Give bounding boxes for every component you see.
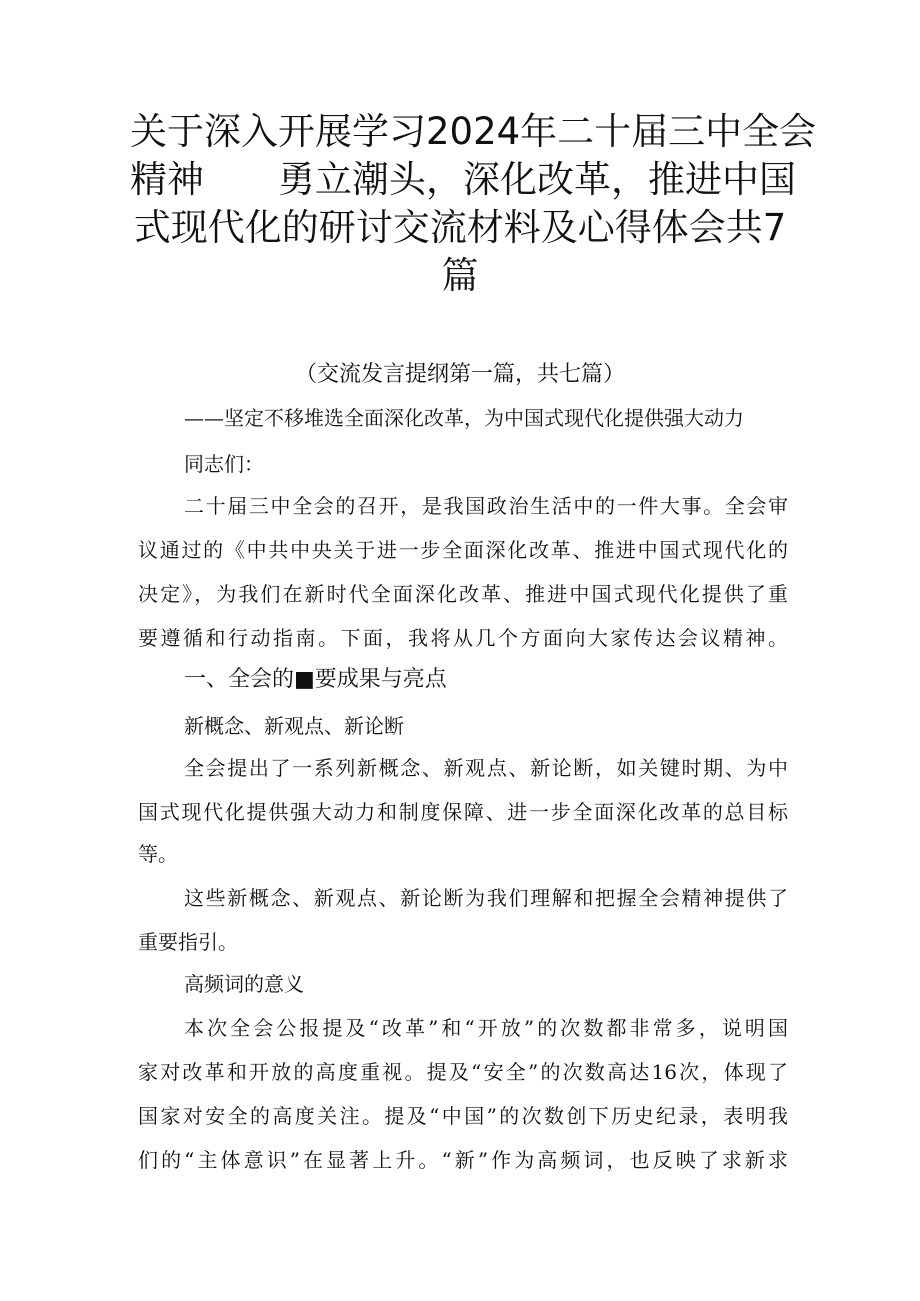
document-title <box>130 108 817 300</box>
paragraph-line: 家对改革和开放的高度重视。提及“安全”的次数高达16次，体现了 <box>138 1060 788 1084</box>
paragraph-line: 国式现代化提供强大动力和制度保障、进一步全面深化改革的总目标 <box>138 800 788 824</box>
paragraph-line: 等。 <box>138 842 178 866</box>
title-line: 关于深入开展学习2024年二十届三中全会 <box>130 110 817 153</box>
slogan-line: ——坚定不移堆选全面深化改革，为中国式现代化提供强大动力 <box>184 406 744 430</box>
title-line: 精神 勇立潮头，深化改革，推进中国 <box>130 158 796 201</box>
paragraph-line: 重要指引。 <box>138 930 238 954</box>
salutation: 同志们： <box>184 452 264 476</box>
paragraph-line: 这些新概念、新观点、新论断为我们理解和把握全会精神提供了 <box>184 886 788 910</box>
section-heading: 一、全会的■要成果与亮点 <box>184 667 447 692</box>
title-line: 式现代化的研讨交流材料及心得体会共7 <box>133 206 787 249</box>
paragraph-line: 本次全会公报提及“改革”和“开放”的次数都非常多，说明国 <box>184 1016 788 1040</box>
title-line: 篇 <box>441 254 479 297</box>
paragraph-line: 要遵循和行动指南。下面，我将从几个方面向大家传达会议精神。 <box>138 626 788 650</box>
paragraph-line: 二十届三中全会的召开，是我国政治生活中的一件大事。全会审 <box>184 494 788 518</box>
paragraph-line: 议通过的《中共中央关于进一步全面深化改革、推进中国式现代化的 <box>138 538 788 562</box>
paragraph-line: 国家对安全的高度关注。提及“中国”的次数创下历史纪录，表明我 <box>138 1104 788 1128</box>
paragraph-line: 决定》，为我们在新时代全面深化改革、推进中国式现代化提供了重 <box>138 582 788 606</box>
paragraph-line: 全会提出了一系列新概念、新观点、新论断，如关键时期、为中 <box>184 756 788 780</box>
document-subtitle: （交流发言提纲第一篇，共七篇） <box>294 362 625 387</box>
subsection-heading: 高频词的意义 <box>184 972 304 996</box>
subsection-heading: 新概念、新观点、新论断 <box>184 714 404 738</box>
paragraph-line: 们的“主体意识”在显著上升。“新”作为高频词，也反映了求新求 <box>138 1148 788 1172</box>
